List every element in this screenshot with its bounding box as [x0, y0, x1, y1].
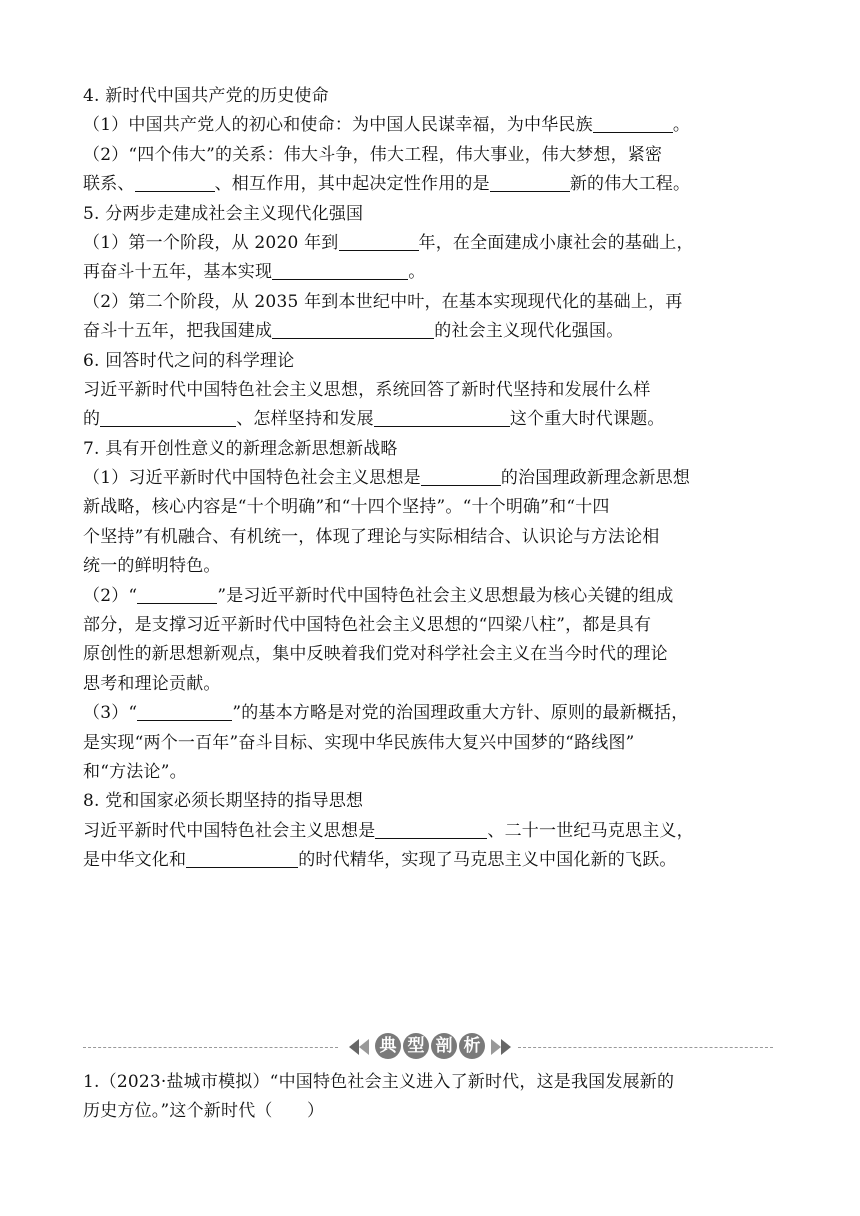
fill-blank[interactable]: [186, 849, 298, 868]
section-7-item-2: [83, 582, 783, 611]
section-5-title: 5. 分两步走建成社会主义现代化强国: [83, 203, 364, 224]
text: 的社会主义现代化强国。: [434, 321, 624, 342]
fill-blank[interactable]: [490, 173, 570, 192]
text: 的治国理政新理念新思想: [500, 468, 691, 489]
section-7-item-2-cont-2: 原创性的新思想新观点，集中反映着我们党对科学社会主义在当今时代的理论: [83, 644, 668, 665]
section-8-line-2: [83, 846, 783, 875]
section-5-item-2-cont: [83, 317, 783, 346]
text: （1）中国共产党人的初心和使命：为中国人民谋幸福，为中华民族: [83, 115, 593, 136]
question-1-line-2: 历史方位。”这个新时代（ ）: [83, 1101, 325, 1122]
fill-blank[interactable]: [135, 173, 215, 192]
section-5-item-1-cont: [83, 258, 783, 287]
text: ”的基本方略是对党的治国理政重大方针、原则的最新概括，: [232, 703, 689, 724]
text: ”是习近平新时代中国特色社会主义思想最为核心关键的组成: [217, 585, 674, 606]
text: 、相互作用，其中起决定性作用的是: [214, 174, 490, 195]
section-7-item-1-cont-1: 新战略，核心内容是“十个明确”和“十四个坚持”。“十个明确”和“十四: [83, 497, 610, 518]
text: 、二十一世纪马克思主义，: [487, 820, 694, 841]
fill-blank[interactable]: [272, 261, 408, 280]
section-8-line-1: [83, 817, 783, 846]
divider-line-right: [518, 1047, 773, 1048]
divider-char: 型: [403, 1033, 429, 1059]
section-5-item-2: （2）第二个阶段，从 2035 年到本世纪中叶，在基本实现现代化的基础上，再: [83, 291, 683, 312]
section-7-item-1-cont-2: 个坚持”有机融合、有机统一，体现了理论与实际相结合、认识论与方法论相: [83, 526, 660, 547]
text: 习近平新时代中国特色社会主义思想是: [83, 820, 376, 841]
divider-char: 析: [459, 1033, 485, 1059]
divider-title: [375, 1033, 485, 1059]
text: 新的伟大工程。: [569, 174, 691, 195]
divider-line-left: [83, 1047, 338, 1048]
chevron-left-icon: [349, 1039, 359, 1055]
section-7-title: 7. 具有开创性意义的新理念新思想新战略: [83, 438, 398, 459]
fill-blank[interactable]: [375, 820, 487, 839]
text: （3）“: [83, 703, 138, 724]
section-7-item-1-cont-3: 统一的鲜明特色。: [83, 556, 221, 577]
section-4-title: 4. 新时代中国共产党的历史使命: [83, 86, 329, 106]
section-7-item-2-cont-3: 思考和理论贡献。: [83, 673, 221, 694]
section-4-item-2: （2）“四个伟大”的关系：伟大斗争，伟大工程，伟大事业，伟大梦想，紧密: [83, 144, 663, 165]
fill-blank[interactable]: [374, 408, 510, 427]
text: （1）第一个阶段，从 2020 年到: [83, 232, 339, 253]
section-7-item-2-cont-1: 部分，是支撑习近平新时代中国特色社会主义思想的“四梁八柱”，都是具有: [83, 615, 652, 636]
divider-char: 典: [375, 1033, 401, 1059]
text: 联系、: [83, 174, 135, 195]
text: 奋斗十五年，把我国建成: [83, 321, 273, 342]
divider-badge: [345, 1032, 515, 1062]
fill-blank[interactable]: [339, 232, 419, 251]
text: （1）习近平新时代中国特色社会主义思想是: [83, 468, 421, 489]
fill-blank[interactable]: [593, 114, 673, 133]
section-7-item-3-cont-1: 是实现“两个一百年”奋斗目标、实现中华民族伟大复兴中国梦的“路线图”: [83, 732, 635, 753]
text: 这个重大时代课题。: [509, 409, 665, 430]
text: 。: [408, 262, 426, 283]
section-6-line-1: 习近平新时代中国特色社会主义思想，系统回答了新时代坚持和发展什么样: [83, 379, 651, 400]
divider-char: 剖: [431, 1033, 457, 1059]
text: 的时代精华，实现了马克思主义中国化新的飞跃。: [298, 850, 677, 871]
section-8-title: 8. 党和国家必须长期坚持的指导思想: [83, 791, 364, 812]
section-divider: [83, 1032, 773, 1062]
chevron-right-icon: [491, 1039, 501, 1055]
fill-blank[interactable]: [421, 467, 501, 486]
section-6-title: 6. 回答时代之问的科学理论: [83, 350, 295, 371]
text: （2）“: [83, 585, 138, 606]
text: 。: [672, 115, 691, 136]
chevron-left-icon: [359, 1039, 369, 1055]
section-6-line-2: [83, 405, 783, 434]
section-7-item-3-cont-2: 和“方法论”。: [83, 761, 187, 782]
text: 再奋斗十五年，基本实现: [83, 262, 273, 283]
text: 的: [83, 409, 101, 430]
section-4-item-1: [83, 111, 783, 140]
text: 是中华文化和: [83, 850, 187, 871]
fill-blank[interactable]: [272, 320, 434, 339]
question-1-line-1: 1.（2023·盐城市模拟）“中国特色社会主义进入了新时代，这是我国发展新的: [83, 1072, 675, 1092]
chevron-right-icon: [501, 1039, 511, 1055]
section-5-item-1: [83, 229, 783, 258]
fill-blank[interactable]: [100, 408, 236, 427]
text: 、怎样坚持和发展: [236, 409, 374, 430]
study-notes: [83, 82, 783, 876]
fill-blank[interactable]: [137, 702, 232, 721]
section-7-item-3: [83, 699, 783, 728]
fill-blank[interactable]: [137, 585, 217, 604]
text: 年，在全面建成小康社会的基础上，: [418, 232, 694, 253]
section-4-item-2-cont: [83, 170, 783, 199]
section-7-item-1: [83, 464, 783, 493]
question-1: [83, 1068, 783, 1127]
